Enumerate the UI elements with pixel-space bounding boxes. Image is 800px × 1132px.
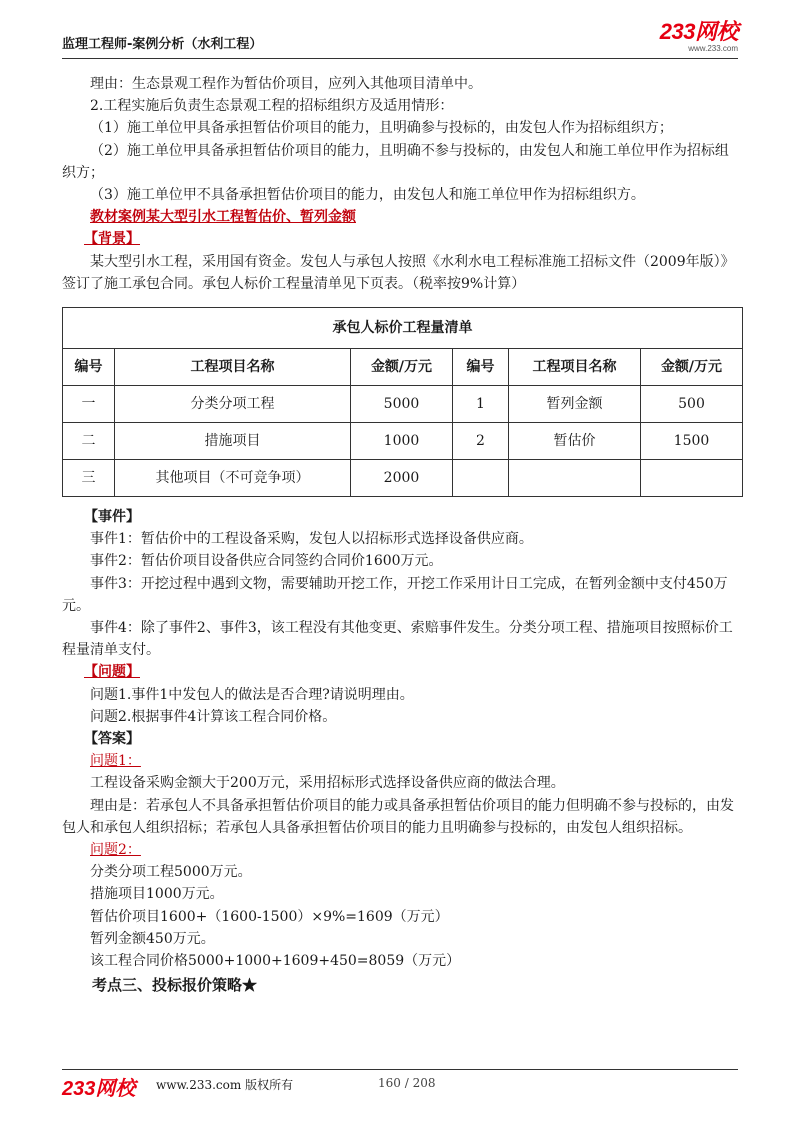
answer-label-line (62, 728, 742, 750)
answer-2-label: 问题2： (90, 842, 141, 859)
page-footer (62, 1069, 738, 1100)
column-header: 工程项目名称 (509, 349, 641, 386)
footer-copyright: www.233.com 版权所有 (156, 1078, 294, 1092)
table-cell: 暂列金额 (509, 386, 641, 423)
answer-line: 分类分项工程5000万元。 (90, 864, 252, 881)
paragraph: （3）施工单位甲不具备承担暂估价项目的能力，由发包人和施工单位甲作为招标组织方。 (90, 187, 645, 204)
table-cell: 2000 (351, 460, 453, 497)
table-row (63, 423, 743, 460)
column-header: 编号 (453, 349, 509, 386)
table-cell (509, 460, 641, 497)
table-cell: 500 (641, 386, 743, 423)
header-title: 监理工程师-案例分析（水利工程） (62, 37, 263, 52)
paragraph: （1）施工单位甲具备承担暂估价项目的能力，且明确参与投标的，由发包人作为招标组织方； (90, 120, 673, 137)
footer-logo: 233网校 (62, 1078, 136, 1100)
event-item: 事件1：暂估价中的工程设备采购，发包人以招标形式选择设备供应商。 (90, 531, 533, 548)
table-cell: 二 (63, 423, 115, 460)
background-label-line (62, 228, 742, 250)
table-title: 承包人标价工程量清单 (63, 308, 743, 349)
events-label: 【事件】 (84, 509, 140, 526)
table-cell: 1000 (351, 423, 453, 460)
column-header: 编号 (63, 349, 115, 386)
event-item: 事件2：暂估价项目设备供应合同签约合同价1600万元。 (90, 553, 443, 570)
section-heading: 考点三、投标报价策略★ (92, 976, 258, 995)
table-cell: 2 (453, 423, 509, 460)
answer-line: 措施项目1000万元。 (90, 886, 224, 903)
case-title-text: 教材案例某大型引水工程暂估价、暂列金额 (90, 209, 356, 226)
answer-paragraph: 理由是：若承包人不具备承担暂估价项目的能力或具备承担暂估价项目的能力但明确不参与投标的，由发包人和承包人组织招标；若承包人具备承担暂估价项目的能力且明确参与投标的，由发包人组织招标。 (62, 797, 734, 836)
document-body (62, 73, 742, 997)
background-label: 【背景】 (84, 231, 140, 248)
table-cell: 其他项目（不可竞争项） (115, 460, 351, 497)
logo-url: www.233.com (688, 44, 738, 53)
event-item: 事件4：除了事件2、事件3，该工程没有其他变更、索赔事件发生。分类分项工程、措施项目按照标价工程量清单支付。 (62, 620, 733, 659)
table-cell: 1500 (641, 423, 743, 460)
paragraph: （2）施工单位甲具备承担暂估价项目的能力，且明确不参与投标的，由发包人和施工单位甲作为招标组织方； (62, 142, 729, 181)
answer-line: 该工程合同价格5000+1000+1609+450=8059（万元） (90, 953, 461, 970)
questions-label: 【问题】 (84, 664, 140, 681)
logo-text: 233网校 (659, 19, 738, 44)
table-cell (641, 460, 743, 497)
event-item: 事件3：开挖过程中遇到文物，需要辅助开挖工作，开挖工作采用计日工完成，在暂列金额中支付450万元。 (62, 575, 728, 614)
table-cell: 5000 (351, 386, 453, 423)
table-cell (453, 460, 509, 497)
events-label-line (62, 506, 742, 528)
answer-1-label: 问题1： (90, 753, 141, 770)
column-header: 金额/万元 (641, 349, 743, 386)
questions-label-line (62, 661, 742, 683)
table-cell: 分类分项工程 (115, 386, 351, 423)
column-header: 工程项目名称 (115, 349, 351, 386)
answer-2-label-line (62, 839, 742, 861)
answer-line: 暂估价项目1600+（1600-1500）×9%=1609（万元） (90, 908, 449, 925)
paragraph: 2.工程实施后负责生态景观工程的招标组织方及适用情形： (90, 98, 454, 115)
column-header: 金额/万元 (351, 349, 453, 386)
table-title-row (63, 308, 743, 349)
question-item: 问题1.事件1中发包人的做法是否合理?请说明理由。 (90, 686, 414, 703)
page-header (62, 20, 738, 59)
brand-logo (660, 20, 738, 53)
page-number: 160 / 208 (378, 1076, 436, 1090)
table-cell: 三 (63, 460, 115, 497)
table-row (63, 386, 743, 423)
answer-1-label-line (62, 750, 742, 772)
question-item: 问题2.根据事件4计算该工程合同价格。 (90, 708, 337, 725)
background-text: 某大型引水工程，采用国有资金。发包人与承包人按照《水利水电工程标准施工招标文件（2009年版）》签订了施工承包合同。承包人标价工程量清单见下页表。（税率按9%计算） (62, 253, 735, 292)
table-cell: 暂估价 (509, 423, 641, 460)
case-title (62, 206, 742, 228)
answer-paragraph: 工程设备采购金额大于200万元，采用招标形式选择设备供应商的做法合理。 (90, 775, 565, 792)
answer-line: 暂列金额450万元。 (90, 930, 215, 947)
paragraph: 理由：生态景观工程作为暂估价项目，应列入其他项目清单中。 (90, 76, 482, 92)
table-row (63, 460, 743, 497)
table-cell: 一 (63, 386, 115, 423)
table-header-row (63, 349, 743, 386)
table-cell: 措施项目 (115, 423, 351, 460)
bill-of-quantities-table (62, 307, 743, 497)
table-cell: 1 (453, 386, 509, 423)
answer-label: 【答案】 (84, 731, 140, 748)
